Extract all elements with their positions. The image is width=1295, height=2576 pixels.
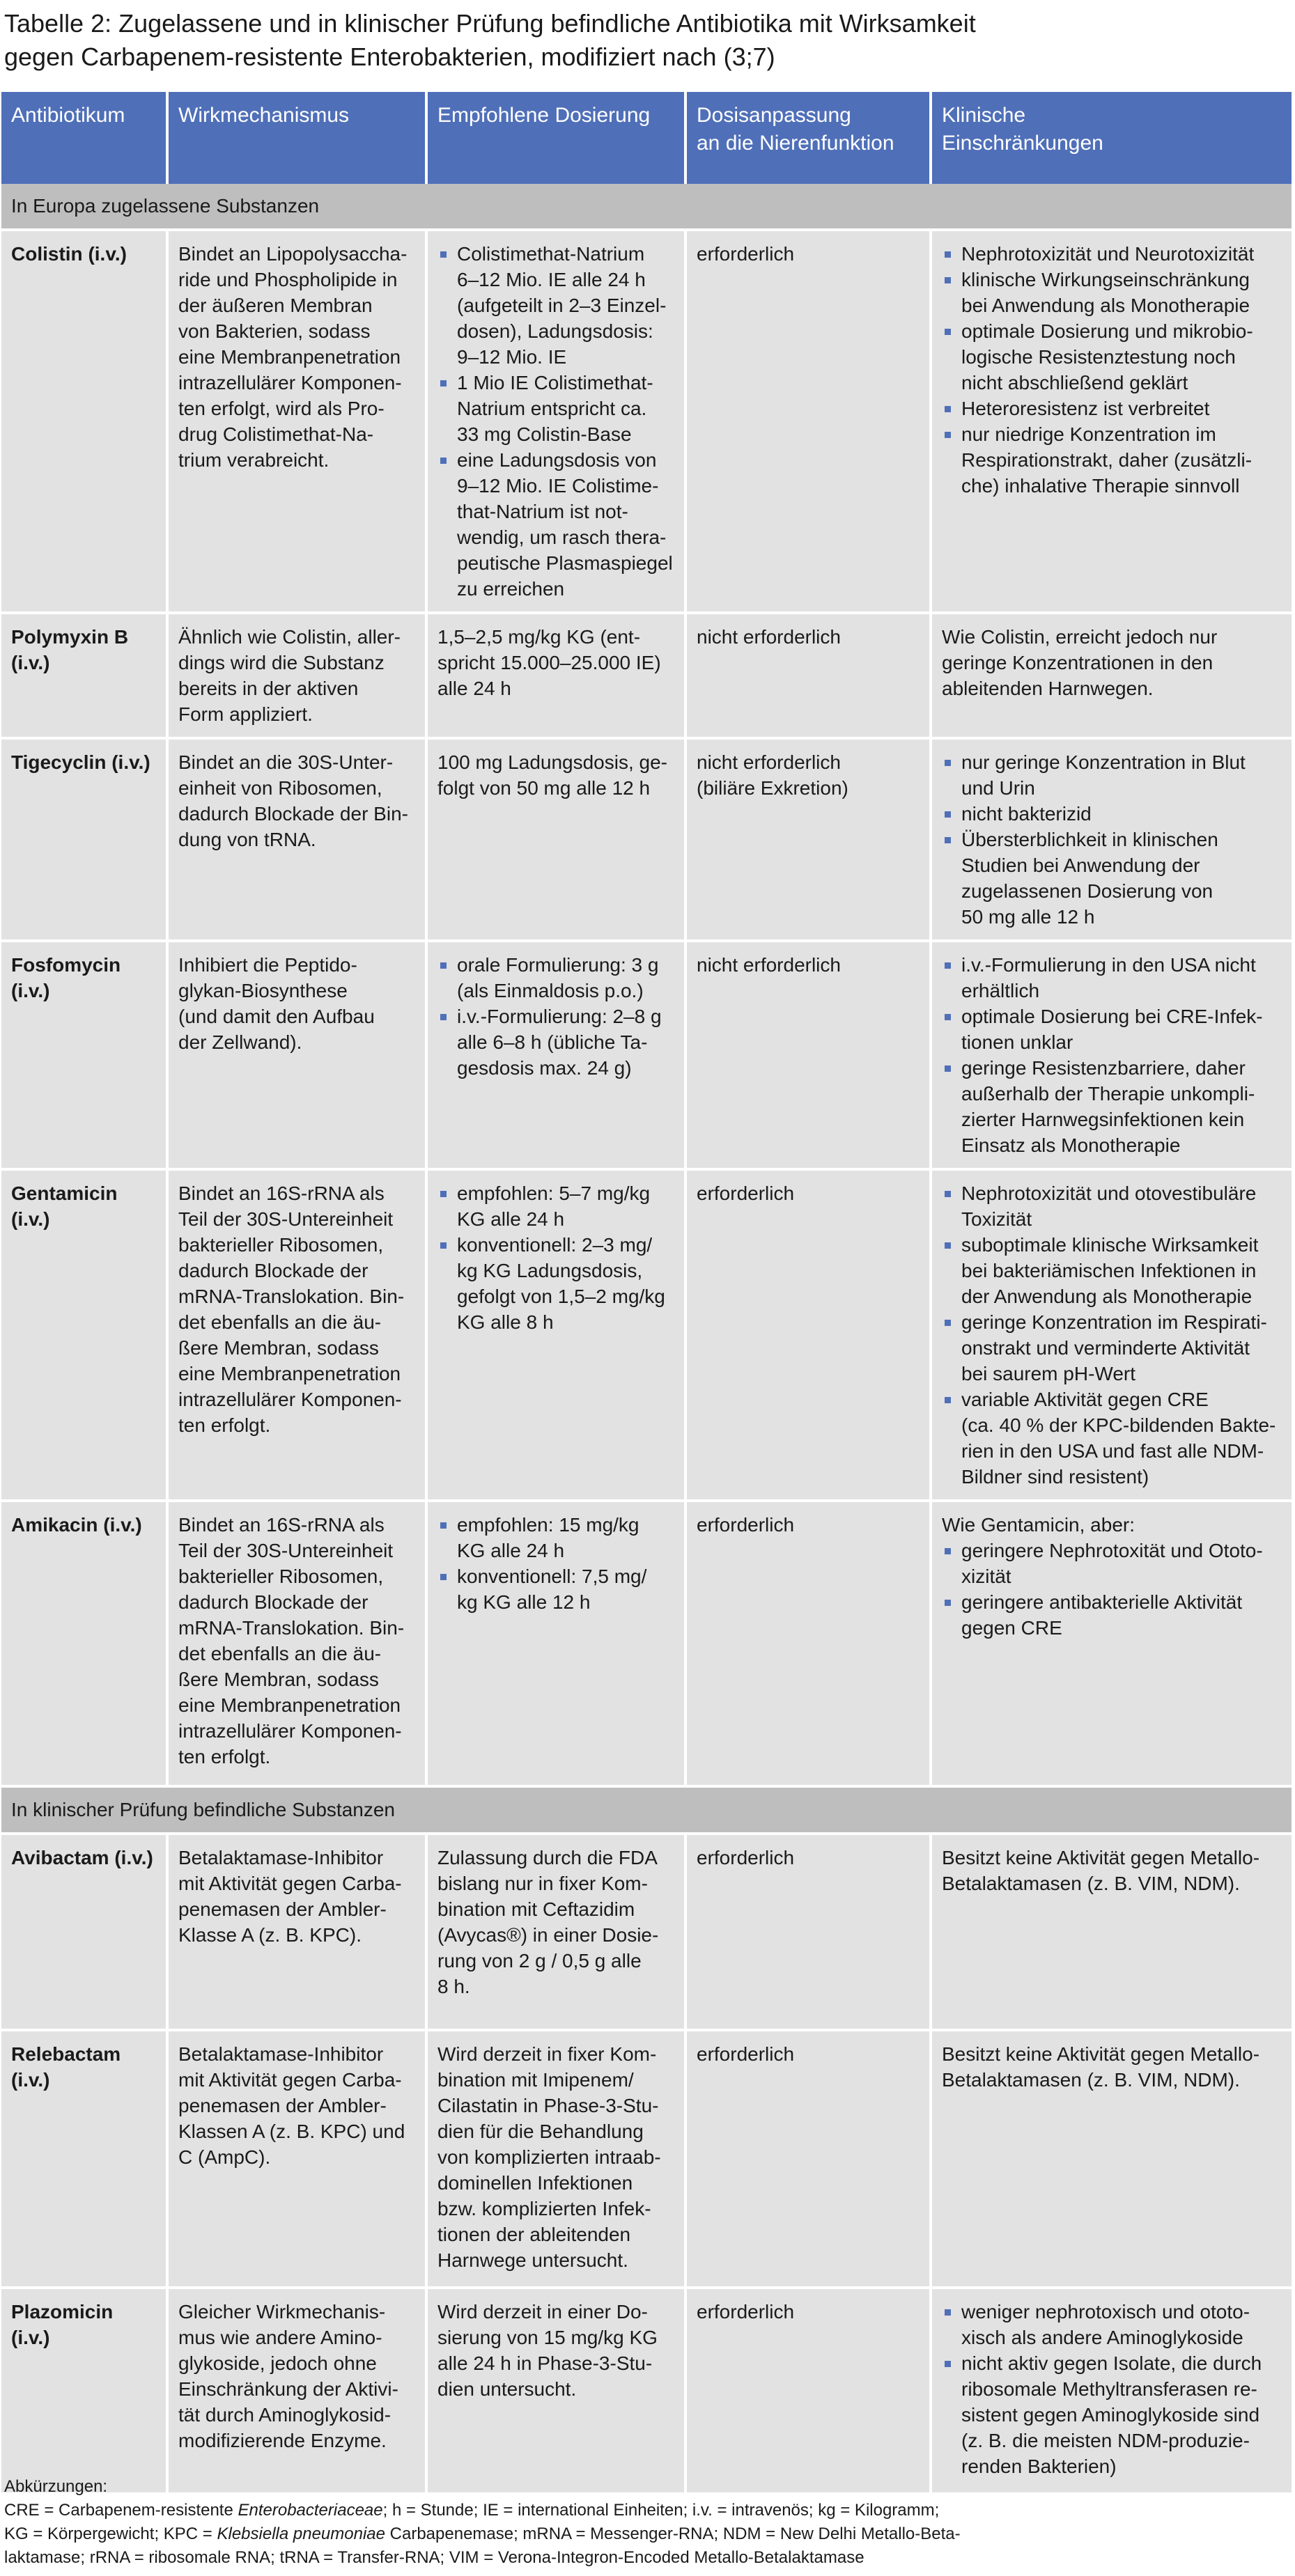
header-mechanism: Wirkmechanismus (167, 92, 426, 184)
clinical-limits-cell (931, 1169, 1292, 1501)
dosage-cell: Wird derzeit in einer Do- sierung von 15 mg/kg KG alle 24 h in Phase-3-Stu- dien untersucht. (426, 2288, 685, 2494)
footnote-italic-text: Klebsiella pneumoniae (217, 2524, 385, 2543)
footnote-line (4, 2522, 1286, 2546)
table-row (1, 941, 1292, 1169)
table-row (1, 738, 1292, 941)
mechanism-cell: Gleicher Wirkmechanis- mus wie andere Amino- glykoside, jedoch ohne Einschränkung der Aktivi- tät durch Aminoglykosid- modifizierende Enzyme. (167, 2288, 426, 2494)
dosage-item: eine Ladungsdosis von 9–12 Mio. IE Colistime- that-Natrium ist not- wendig, um rasch thera- peutische Plasmaspiegel zu erreichen (437, 447, 674, 602)
table-body (1, 184, 1292, 2494)
mechanism-cell: Bindet an Lipopolysaccha- ride und Phospholipide in der äußeren Membran von Bakterien, sodass eine Membranpenetration intrazellulärer Komponen- ten erfolgt, wird als Pro- drug Colistimethat-Na- trium verabreicht. (167, 230, 426, 613)
header-antibiotic: Antibiotikum (1, 92, 167, 184)
limit-item: optimale Dosierung bei CRE-Infek- tionen unklar (942, 1004, 1282, 1055)
limit-item: nur niedrige Konzentration im Respirationstrakt, daher (zusätzli- che) inhalative Therapie sinnvoll (942, 421, 1282, 499)
clinical-limits-cell (931, 1501, 1292, 1786)
antibiotic-name: Tigecyclin (i.v.) (1, 738, 167, 941)
clinical-limits-cell (931, 941, 1292, 1169)
mechanism-cell: Inhibiert die Peptido- glykan-Biosynthese (und damit den Aufbau der Zellwand). (167, 941, 426, 1169)
dosage-item-list (437, 952, 674, 1081)
dosage-item: 1 Mio IE Colistimethat- Natrium entspricht ca. 33 mg Colistin-Base (437, 370, 674, 447)
limit-item: weniger nephrotoxisch und ototo- xisch als andere Aminoglykoside (942, 2299, 1282, 2350)
dosage-cell: 1,5–2,5 mg/kg KG (ent- spricht 15.000–25.000 IE) alle 24 h (426, 613, 685, 738)
dosage-item: Colistimethat-Natrium 6–12 Mio. IE alle 24 h (aufgeteilt in 2–3 Einzel- dosen), Ladungsdosis: 9–12 Mio. IE (437, 241, 674, 370)
clinical-limits-cell (931, 738, 1292, 941)
limit-item: nur geringe Konzentration in Blut und Urin (942, 749, 1282, 801)
antibiotic-name: Polymyxin B (i.v.) (1, 613, 167, 738)
abbreviations-footnote (4, 2475, 1286, 2570)
limit-item: Nephrotoxizität und Neurotoxizität (942, 241, 1282, 267)
limit-item-list (942, 1180, 1282, 1490)
limit-item-list (942, 1538, 1282, 1641)
dosage-item-list (437, 1512, 674, 1615)
limit-item: nicht aktiv gegen Isolate, die durch ribosomale Methyltransferasen re- sistent gegen Aminoglykoside sind (z. B. die meisten NDM-produzie- renden Bakterien) (942, 2350, 1282, 2479)
table-row (1, 1169, 1292, 1501)
renal-adjustment-cell: erforderlich (685, 2030, 931, 2288)
mechanism-cell: Betalaktamase-Inhibitor mit Aktivität gegen Carba- penemasen der Ambler- Klassen A (z. B. KPC) und C (AmpC). (167, 2030, 426, 2288)
mechanism-cell: Bindet an 16S-rRNA als Teil der 30S-Untereinheit bakterieller Ribosomen, dadurch Blockade der mRNA-Translokation. Bin- det ebenfalls an die äu- ßere Membran, sodass eine Membranpenetration intrazellulärer Komponen- ten erfolgt. (167, 1169, 426, 1501)
limit-item: geringere antibakterielle Aktivität gegen CRE (942, 1589, 1282, 1641)
antibiotic-name: Avibactam (i.v.) (1, 1834, 167, 2030)
table-row (1, 613, 1292, 738)
limit-item-list (942, 952, 1282, 1158)
limit-item: nicht bakterizid (942, 801, 1282, 827)
antibiotic-name: Relebactam (i.v.) (1, 2030, 167, 2288)
limits-intro: Wie Colistin, erreicht jedoch nur geringe Konzentrationen in den ableitenden Harnwegen. (942, 626, 1218, 699)
antibiotic-name: Gentamicin (i.v.) (1, 1169, 167, 1501)
section-row (1, 1786, 1292, 1834)
renal-adjustment-cell: erforderlich (685, 230, 931, 613)
renal-adjustment-cell: nicht erforderlich (685, 613, 931, 738)
antibiotics-table (1, 92, 1292, 2495)
limit-item: Nephrotoxizität und otovestibuläre Toxizität (942, 1180, 1282, 1232)
antibiotic-name: Plazomicin (i.v.) (1, 2288, 167, 2494)
dosage-cell (426, 941, 685, 1169)
limits-intro: Besitzt keine Aktivität gegen Metallo- Betalaktamasen (z. B. VIM, NDM). (942, 2043, 1260, 2091)
clinical-limits-cell (931, 2288, 1292, 2494)
limit-item: suboptimale klinische Wirksamkeit bei bakteriämischen Infektionen in der Anwendung als Monotherapie (942, 1232, 1282, 1309)
table-header-row (1, 92, 1292, 184)
dosage-cell: Zulassung durch die FDA bislang nur in fixer Kom- bination mit Ceftazidim (Avycas®) in einer Dosie- rung von 2 g / 0,5 g alle 8 h. (426, 1834, 685, 2030)
clinical-limits-cell (931, 613, 1292, 738)
table-caption: Tabelle 2: Zugelassene und in klinischer Prüfung befindliche Antibiotika mit Wirksamkeit gegen Carbapenem-resistente Enterobakterien, modifiziert nach (3;7) (4, 9, 976, 71)
mechanism-cell: Ähnlich wie Colistin, aller- dings wird die Substanz bereits in der aktiven Form appliziert. (167, 613, 426, 738)
limit-item: i.v.-Formulierung in den USA nicht erhältlich (942, 952, 1282, 1004)
clinical-limits-cell (931, 1834, 1292, 2030)
limit-item-list (942, 241, 1282, 499)
limit-item: geringere Nephrotoxität und Ototo- xizität (942, 1538, 1282, 1589)
dosage-item: konventionell: 2–3 mg/ kg KG Ladungsdosis, gefolgt von 1,5–2 mg/kg KG alle 8 h (437, 1232, 674, 1335)
renal-adjustment-cell: nicht erforderlich (biliäre Exkretion) (685, 738, 931, 941)
dosage-item: empfohlen: 15 mg/kg KG alle 24 h (437, 1512, 674, 1563)
table-row (1, 230, 1292, 613)
header-dosage: Empfohlene Dosierung (426, 92, 685, 184)
renal-adjustment-cell: erforderlich (685, 1169, 931, 1501)
limit-item: Übersterblichkeit in klinischen Studien bei Anwendung der zugelassenen Dosierung von 50 mg alle 12 h (942, 827, 1282, 930)
mechanism-cell: Betalaktamase-Inhibitor mit Aktivität gegen Carba- penemasen der Ambler- Klasse A (z. B. KPC). (167, 1834, 426, 2030)
section-title: In klinischer Prüfung befindliche Substanzen (1, 1786, 1292, 1834)
dosage-cell (426, 1501, 685, 1786)
dosage-cell: 100 mg Ladungsdosis, ge- folgt von 50 mg alle 12 h (426, 738, 685, 941)
limits-intro: Besitzt keine Aktivität gegen Metallo- Betalaktamasen (z. B. VIM, NDM). (942, 1847, 1260, 1894)
limit-item-list (942, 749, 1282, 930)
renal-adjustment-cell: nicht erforderlich (685, 941, 931, 1169)
limit-item: variable Aktivität gegen CRE (ca. 40 % der KPC-bildenden Bakte- rien in den USA und fast alle NDM- Bildner sind resistent) (942, 1387, 1282, 1490)
renal-adjustment-cell: erforderlich (685, 1834, 931, 2030)
table-row (1, 1834, 1292, 2030)
dosage-cell (426, 1169, 685, 1501)
limits-intro: Wie Gentamicin, aber: (942, 1514, 1135, 1536)
mechanism-cell: Bindet an die 30S-Unter- einheit von Ribosomen, dadurch Blockade der Bin- dung von tRNA. (167, 738, 426, 941)
dosage-item: konventionell: 7,5 mg/ kg KG alle 12 h (437, 1563, 674, 1615)
dosage-item: empfohlen: 5–7 mg/kg KG alle 24 h (437, 1180, 674, 1232)
footnote-italic-text: Enterobacteriaceae (238, 2501, 383, 2520)
footnote-line (4, 2499, 1286, 2522)
footnote-text: KG = Körpergewicht; KPC = (4, 2524, 217, 2543)
limit-item: klinische Wirkungseinschränkung bei Anwendung als Monotherapie (942, 267, 1282, 318)
dosage-item: i.v.-Formulierung: 2–8 g alle 6–8 h (übliche Ta- gesdosis max. 24 g) (437, 1004, 674, 1081)
header-clinical-limits: Klinische Einschränkungen (931, 92, 1292, 184)
dosage-item-list (437, 241, 674, 602)
clinical-limits-cell (931, 2030, 1292, 2288)
dosage-item-list (437, 1180, 674, 1335)
antibiotic-name: Fosfomycin (i.v.) (1, 941, 167, 1169)
limit-item: Heteroresistenz ist verbreitet (942, 396, 1282, 421)
limit-item: geringe Konzentration im Respirati- onstrakt und verminderte Aktivität bei saurem pH-Wert (942, 1309, 1282, 1387)
section-title: In Europa zugelassene Substanzen (1, 184, 1292, 230)
table-row (1, 1501, 1292, 1786)
section-row (1, 184, 1292, 230)
table-row (1, 2030, 1292, 2288)
clinical-limits-cell (931, 230, 1292, 613)
header-renal-adjustment: Dosisanpassung an die Nierenfunktion (685, 92, 931, 184)
dosage-cell (426, 230, 685, 613)
limit-item: optimale Dosierung und mikrobio- logische Resistenztestung noch nicht abschließend geklärt (942, 318, 1282, 396)
dosage-cell: Wird derzeit in fixer Kom- bination mit Imipenem/ Cilastatin in Phase-3-Stu- dien für die Behandlung von komplizierten intraab- dominellen Infektionen bzw. komplizierten Infek- tionen der ableitenden Harnwege untersucht. (426, 2030, 685, 2288)
footnote-line: laktamase; rRNA = ribosomale RNA; tRNA = Transfer-RNA; VIM = Verona-Integron-Encoded Metallo-Betalaktamase (4, 2548, 864, 2567)
renal-adjustment-cell: erforderlich (685, 1501, 931, 1786)
mechanism-cell: Bindet an 16S-rRNA als Teil der 30S-Untereinheit bakterieller Ribosomen, dadurch Blockade der mRNA-Translokation. Bin- det ebenfalls an die äu- ßere Membran, sodass eine Membranpenetration intrazellulärer Komponen- ten erfolgt. (167, 1501, 426, 1786)
renal-adjustment-cell: erforderlich (685, 2288, 931, 2494)
antibiotic-name: Colistin (i.v.) (1, 230, 167, 613)
footnote-heading: Abkürzungen: (4, 2477, 108, 2496)
antibiotic-name: Amikacin (i.v.) (1, 1501, 167, 1786)
limit-item-list (942, 2299, 1282, 2479)
table-row (1, 2288, 1292, 2494)
footnote-text: Carbapenemase; mRNA = Messenger-RNA; NDM = New Delhi Metallo-Beta- (385, 2524, 961, 2543)
footnote-text: CRE = Carbapenem-resistente (4, 2501, 238, 2520)
dosage-item: orale Formulierung: 3 g (als Einmaldosis p.o.) (437, 952, 674, 1004)
footnote-text: ; h = Stunde; IE = international Einheiten; i.v. = intravenös; kg = Kilogramm; (382, 2501, 940, 2520)
limit-item: geringe Resistenzbarriere, daher außerhalb der Therapie unkompli- zierter Harnwegsinfektionen kein Einsatz als Monotherapie (942, 1055, 1282, 1158)
